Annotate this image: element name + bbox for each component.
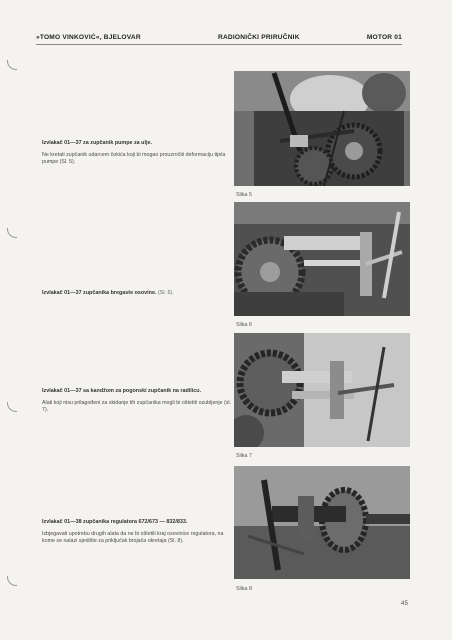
binding-hole-mark	[7, 402, 17, 412]
figure-photo-5	[234, 71, 410, 186]
figure-photo-7	[234, 333, 410, 447]
puller-camshaft-gear-photo	[234, 202, 410, 316]
figure-label: Slika 5	[236, 192, 252, 198]
puller-oil-pump-photo	[234, 71, 410, 186]
section-governor-gear-puller	[42, 519, 232, 545]
figure-photo-6	[234, 202, 410, 316]
section-camshaft-gear-puller	[42, 290, 232, 297]
section-body: Ne kretati zupčanik udarcem čekića koji bi mogao prouzročiti deformaciju tijela pumpe (Sl. 5).	[42, 152, 226, 165]
section-body: Izbjegavati upotrebu drugih alata da ne bi oštetili kraj osovinice regulatora, na kome se nalazi sjedište za priključak brojača okretaja (Sl. 8).	[42, 531, 224, 544]
page-number: 45	[400, 600, 408, 607]
binding-hole-mark	[7, 60, 17, 70]
section-caption: Izvlakač 01—37 sa kandžom za pogonski zupčanik na radilicu.	[42, 388, 202, 394]
figure-label: Slika 7	[236, 453, 252, 459]
figure-label: Slika 6	[236, 322, 252, 328]
binding-hole-mark	[7, 576, 17, 586]
section-caption: Izvlakač 01—38 zupčanika regulatora 672/673 — 832/833.	[42, 519, 188, 525]
caption-text: Izvlakač 01—37 zupčanika bregaste osovine.	[42, 290, 157, 296]
header-title: RADIONIČKI PRIRUČNIK	[218, 34, 300, 41]
section-crankshaft-gear-puller	[42, 388, 232, 414]
puller-governor-gear-photo	[234, 466, 410, 579]
section-caption: Izvlakač 01—37 za zupčanik pumpe za ulje.	[42, 140, 152, 146]
puller-crankshaft-gear-photo	[234, 333, 410, 447]
header-section: MOTOR 01	[366, 34, 402, 41]
figure-photo-8	[234, 466, 410, 579]
section-caption	[42, 290, 232, 297]
section-oil-pump-puller	[42, 140, 232, 166]
figure-label: Slika 8	[236, 586, 252, 592]
header-publisher: »TOMO VINKOVIĆ«, BJELOVAR	[36, 34, 141, 41]
section-body: Alati koji nisu prilagođeni za skidanje tih zupčanika mogli bi oštetiti ozubljenje (sl. 7).	[42, 400, 232, 413]
caption-reference: (Sl. 6).	[157, 290, 174, 296]
binding-hole-mark	[7, 228, 17, 238]
header-divider	[36, 44, 402, 45]
